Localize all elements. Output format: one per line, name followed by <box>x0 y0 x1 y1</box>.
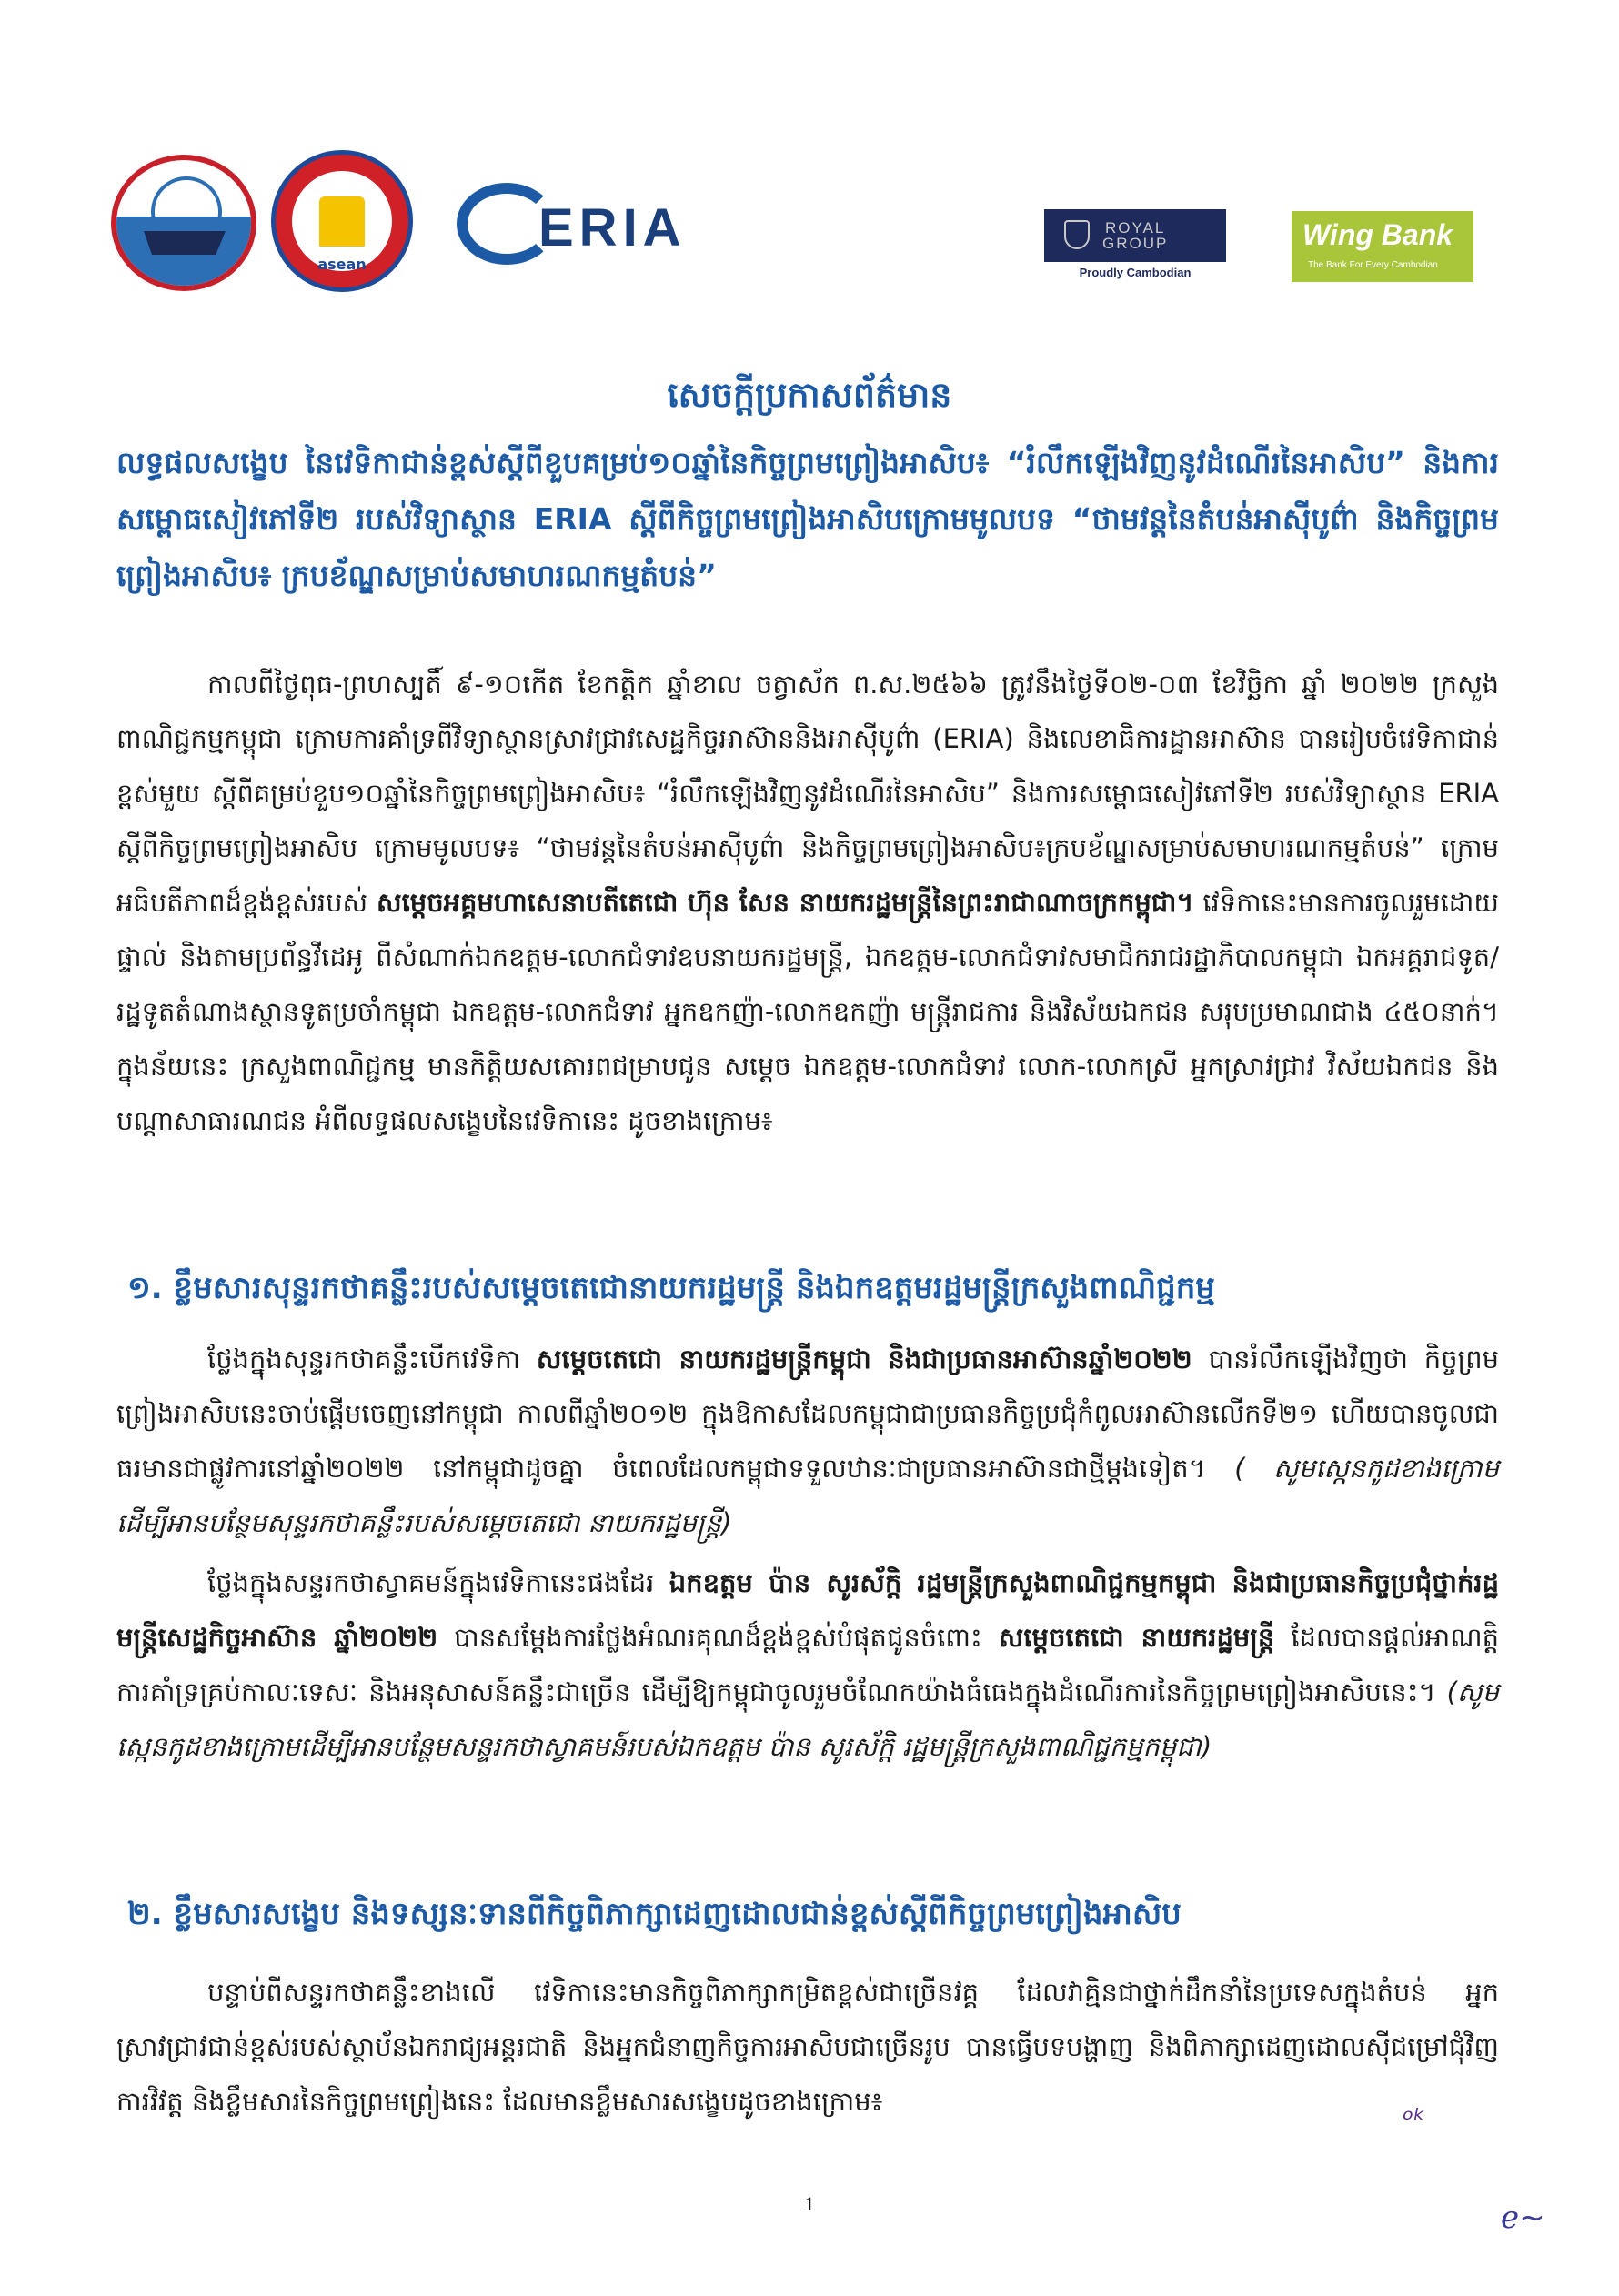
document-title: សេចក្តីប្រកាសព័ត៌មាន <box>667 375 952 415</box>
asean-logo <box>271 150 413 292</box>
intro-bold-name: សម្តេចអគ្គមហាសេនាបតីតេជោ ហ៊ុន សែន នាយករដ្ឋមន្ត្រីនៃព្រះរាជាណាចក្រកម្ពុជា។ <box>376 887 1194 918</box>
paragraph-intro <box>116 657 1499 1148</box>
paragraph-discussion: បន្ទាប់ពីសន្ទរកថាគន្លឹះខាងលើ វេទិកានេះមានកិច្ចពិភាក្សាកម្រិតខ្ពស់ជាច្រើនវគ្គ ដែលវាគ្មិនជាថ្នាក់ដឹកនាំនៃប្រទេសក្នុងតំបន់ អ្នកស្រាវជ្រាវជាន់ខ្ពស់របស់ស្ថាប័នឯករាជ្យអន្តរជាតិ និងអ្នកជំនាញកិច្ចការអាសិបជាច្រើនរូប បានធ្វើបទបង្ហាញ និងពិភាក្សាដេញដោលស៊ីជម្រៅជុំវិញការវិវត្ត និងខ្លឹមសារនៃកិច្ចព្រមព្រៀងនេះ ដែលមានខ្លឹមសារសង្ខេបដូចខាងក្រោម៖ <box>116 1977 1499 2117</box>
welcome-scan-note: (សូមស្កេនកូដខាងក្រោមដើម្បីអានបន្ថែមសន្ទរកថាស្វាគមន៍របស់ឯកឧត្តម ប៉ាន សូរស័ក្តិ រដ្ឋមន្ត្រីក្រសួងពាណិជ្ជកម្មកម្ពុជា) <box>116 1677 1499 1762</box>
wing-bank-tagline: The Bank For Every Cambodian <box>1308 260 1438 270</box>
keynote-bold-name: សម្តេចតេជោ នាយករដ្ឋមន្ត្រីកម្ពុជា និងជាប្រធានអាស៊ានឆ្នាំ២០២២ <box>536 1344 1192 1375</box>
royal-group-tagline: Proudly Cambodian <box>1079 266 1192 279</box>
document-subtitle: លទ្ធផលសង្ខេប នៃវេទិកាជាន់ខ្ពស់ស្តីពីខួបគម្រប់១០ឆ្នាំនៃកិច្ចព្រមព្រៀងអាសិប៖ “រំលឹកឡើងវិញនូវដំណើរនៃអាសិប” និងការសម្ពោធសៀវភៅទី២ របស់វិទ្យាស្ថាន ERIA ស្តីពីកិច្ចព្រមព្រៀងអាសិបក្រោមមូលបទ “ថាមវន្តនៃតំបន់អាស៊ីបូព៌ា និងកិច្ចព្រមព្រៀងអាសិប៖ ក្របខ័ណ្ឌសម្រាប់សមាហរណកម្មតំបន់” <box>116 445 1499 593</box>
welcome-bold-minister: ឯកឧត្តម ប៉ាន សូរស័ក្តិ រដ្ឋមន្ត្រីក្រសួងពាណិជ្ជកម្មកម្ពុជា និងជាប្រធានកិច្ចប្រជុំថ្នាក់រដ្ឋមន្ត្រីសេដ្ឋកិច្ចអាស៊ាន ឆ្នាំ២០២២ <box>116 1567 1499 1653</box>
intro-text-b: វេទិកានេះមានការចូលរួមដោយផ្ទាល់ និងតាមប្រព័ន្ធវីដេអូ ពីសំណាក់ឯកឧត្តម-លោកជំទាវឧបនាយករដ្ឋមន្ត្រី, ឯកឧត្តម-លោកជំទាវសមាជិករាជរដ្ឋាភិបាលកម្ពុជា ឯកអគ្គរាជទូត/រដ្ឋទូតតំណាងស្ថានទូតប្រចាំកម្ពុជា ឯកឧត្តម-លោកជំទាវ អ្នកឧកញ៉ា-លោកឧកញ៉ា មន្ត្រីរាជការ និងវិស័យឯកជន សរុបប្រមាណជាង ៤៥០នាក់។ ក្នុងន័យនេះ ក្រសួងពាណិជ្ជកម្ម មានកិត្តិយសគោរពជម្រាបជូន សម្តេច ឯកឧត្តម-លោកជំទាវ លោក-លោកស្រី អ្នកស្រាវជ្រាវ វិស័យឯកជន និងបណ្តាសាធារណជន អំពីលទ្ធផលសង្ខេបនៃវេទិកានេះ ដូចខាងក្រោម៖ <box>116 887 1500 1136</box>
royal-group-name: ROYAL GROUP <box>1102 219 1169 252</box>
paragraph-keynote <box>116 1332 1499 1550</box>
welcome-text-b: បានសម្តែងការថ្លែងអំណរគុណដ៏ខ្ពង់ខ្ពស់បំផុតជូនចំពោះ <box>437 1622 999 1653</box>
ministry-seal-logo <box>111 155 256 291</box>
royal-group-box <box>1044 209 1226 262</box>
page-number: 1 <box>804 2192 815 2215</box>
section-heading-1: ១. ខ្លឹមសារសុន្ទរកថាគន្លឹះរបស់សម្តេចតេជោនាយករដ្ឋមន្ត្រី និងឯកឧត្តមរដ្ឋមន្ត្រីក្រសួងពាណិជ្ជកម្ម <box>127 1270 1215 1306</box>
logo-bar <box>0 136 1619 300</box>
welcome-text-a: ថ្លែងក្នុងសន្ទរកថាស្វាគមន៍ក្នុងវេទិកានេះផងដែរ <box>207 1567 669 1598</box>
section-heading-2: ២. ខ្លឹមសារសង្ខេប និងទស្សនៈទានពីកិច្ចពិភាក្សាដេញដោលជាន់ខ្ពស់ស្តីពីកិច្ចព្រមព្រៀងអាសិប <box>127 1896 1182 1932</box>
eria-logo-text: ERIA <box>538 198 687 257</box>
wing-bank-logo <box>1292 211 1473 282</box>
asean-logo-text: asean <box>317 256 367 273</box>
welcome-bold-pm: សម្តេចតេជោ នាយករដ្ឋមន្ត្រី <box>998 1622 1275 1653</box>
handwritten-signature-mark: ℯ~ <box>1501 2200 1545 2236</box>
seal-ship-shape <box>144 231 226 255</box>
welcome-text-c: ដែលបានផ្តល់អាណត្តិ ការគាំទ្រគ្រប់កាលៈទេសៈ និងអនុសាសន៍គន្លឹះជាច្រើន ដើម្បីឱ្យកម្ពុជាចូលរួមចំណែកយ៉ាងធំធេងក្នុងដំណើរការនៃកិច្ចព្រមព្រៀងអាសិបនេះ។ <box>116 1622 1500 1707</box>
intro-text-a: កាលពីថ្ងៃពុធ-ព្រហស្បតិ៍ ៩-១០កើត ខែកត្តិក ឆ្នាំខាល ចត្វាស័ក ព.ស.២៥៦៦ ត្រូវនឹងថ្ងៃទី០២-០៣ ខែវិច្ឆិកា ឆ្នាំ ២០២២ ក្រសួងពាណិជ្ជកម្មកម្ពុជា ក្រោមការគាំទ្រពីវិទ្យាស្ថានស្រាវជ្រាវសេដ្ឋកិច្ចអាស៊ាននិងអាស៊ីបូព៌ា (ERIA) និងលេខាធិការដ្ឋានអាស៊ាន បានរៀបចំវេទិកាជាន់ខ្ពស់មួយ ស្តីពីគម្រប់ខួប១០ឆ្នាំនៃកិច្ចព្រមព្រៀងអាសិប៖ “រំលឹកឡើងវិញនូវដំណើរនៃអាសិប” និងការសម្ពោធសៀវភៅទី២ របស់វិទ្យាស្ថាន ERIA ស្តីពីកិច្ចព្រមព្រៀងអាសិប ក្រោមមូលបទ៖ “ថាមវន្តនៃតំបន់អាស៊ីបូព៌ា និងកិច្ចព្រមព្រៀងអាសិប៖ក្របខ័ណ្ឌសម្រាប់សមាហរណកម្មតំបន់” ក្រោមអធិបតីភាពដ៏ខ្ពង់ខ្ពស់របស់ <box>116 669 1499 918</box>
asean-rice-emblem <box>319 196 365 247</box>
eria-logo <box>457 177 739 277</box>
royal-group-logo <box>1044 209 1226 282</box>
keynote-text-a: ថ្លែងក្នុងសុន្ទរកថាគន្លឹះបើកវេទិកា <box>207 1344 537 1375</box>
keynote-scan-note: ( សូមស្កេនកូដខាងក្រោមដើម្បីអានបន្ថែមសុន្ទរកថាគន្លឹះរបស់សម្តេចតេជោ នាយករដ្ឋមន្ត្រី) <box>116 1453 1499 1538</box>
keynote-text-b: បានរំលឹកឡើងវិញថា កិច្ចព្រមព្រៀងអាសិបនេះចាប់ផ្តើមចេញនៅកម្ពុជា កាលពីឆ្នាំ២០១២ ក្នុងឱកាសដែលកម្ពុជាជាប្រធានកិច្ចប្រជុំកំពូលអាស៊ានលើកទី២១ ហើយបានចូលជាធរមានជាផ្លូវការនៅឆ្នាំ២០២២ នៅកម្ពុជាដូចគ្នា ចំពេលដែលកម្ពុជាទទួលឋានៈជាប្រធានអាស៊ានជាថ្មីម្តងទៀត។ <box>116 1344 1500 1484</box>
wing-bank-name: Wing Bank <box>1302 218 1453 251</box>
handwritten-initial-mark: ᵒᵏ <box>1403 2104 1426 2136</box>
paragraph-welcome <box>116 1556 1499 1774</box>
royal-group-crest-icon <box>1064 220 1090 249</box>
